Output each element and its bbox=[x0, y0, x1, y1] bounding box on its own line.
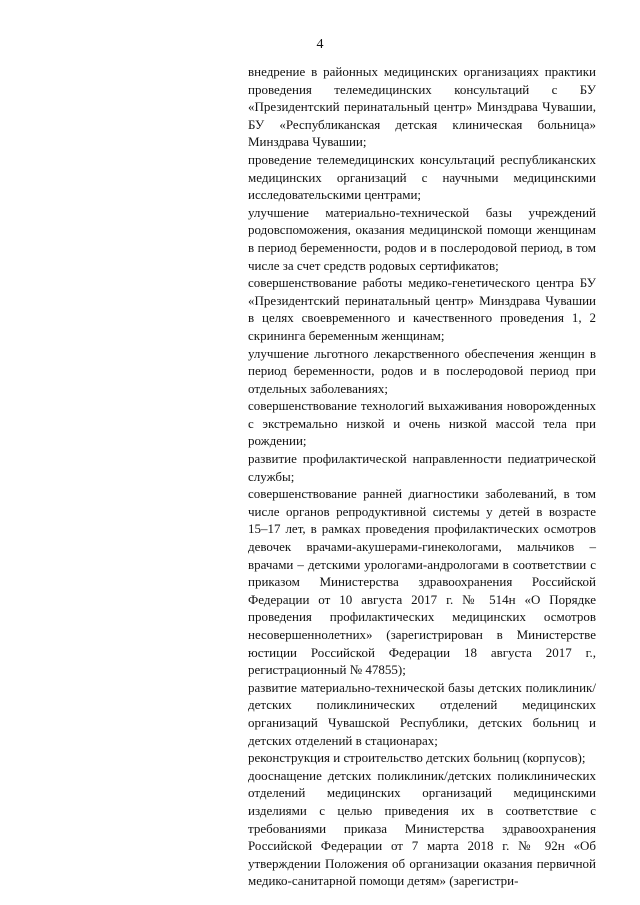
paragraph-genetic-center: совершенствование работы медико-генетического центра БУ «Президентский перинатальный центр» Минздрава Чувашии в целях своевременного и качественного проведения 1, 2 скрининга беременным женщинам; bbox=[248, 275, 596, 343]
page-number: 4 bbox=[316, 37, 324, 52]
paragraph-pediatric-clinics-base: развитие материально-технической базы детских поликлиник/детских поликлинических отделений медицинских организаций Чувашской Республики, детских больниц и детских отделений в стационарах; bbox=[248, 679, 596, 748]
paragraph-telemedicine-districts: внедрение в районных медицинских организациях практики проведения телемедицинских консультаций с БУ «Президентский перинатальный центр» Минздрава Чувашии, БУ «Республиканская детская клиническая больница» Минздрава Чувашии; bbox=[248, 64, 596, 150]
paragraph-early-diagnostics: совершенствование ранней диагностики заболеваний, в том числе органов репродуктивной системы у детей в возрасте 15–17 лет, в рамках проведения профилактических осмотров девочек врачами-акушерами-гинекологами, мальчиков – врачами – детскими урологами-андрологами в соответствии с приказом Министерства здравоохранения Российской Федерации от 10 августа 2017 г. № 514н «О Порядке проведения профилактических медицинских осмотров несовершеннолетних» (зарегистрирован в Министерстве юстиции Российской Федерации 18 августа 2017 г., регистрационный № 47855); bbox=[248, 486, 596, 678]
document-body bbox=[248, 63, 596, 890]
paragraph-hospital-construction: реконструкция и строительство детских больниц (корпусов); bbox=[248, 750, 586, 766]
paragraph-clinic-equipment: дооснащение детских поликлиник/детских поликлинических отделений медицинских организаций медицинскими изделиями с целью приведения их в соответствие с требованиями приказа Министерства здравоохранения Российской Федерации от 7 марта 2018 г. № 92н «Об утверждении Положения об организации оказания первичной медико-санитарной помощи детям» (зарегистри- bbox=[248, 767, 596, 889]
paragraph-drug-provision: улучшение льготного лекарственного обеспечения женщин в период беременности, родов и в послеродовой период при отдельных заболеваниях; bbox=[248, 345, 596, 396]
paragraph-telemedicine-research-centers: проведение телемедицинских консультаций республиканских медицинских организаций с научными медицинскими исследовательскими центрами; bbox=[248, 151, 596, 203]
paragraph-pediatric-prevention: развитие профилактической направленности педиатрической службы; bbox=[248, 451, 596, 484]
paragraph-newborn-care: совершенствование технологий выхаживания новорожденных с экстремально низкой и очень низкой массой тела при рождении; bbox=[248, 398, 596, 449]
paragraph-maternity-facilities: улучшение материально-технической базы учреждений родовспоможения, оказания медицинской помощи женщинам в период беременности, родов и в послеродовой период, в том числе за счет средств родовых сертификатов; bbox=[248, 204, 596, 273]
